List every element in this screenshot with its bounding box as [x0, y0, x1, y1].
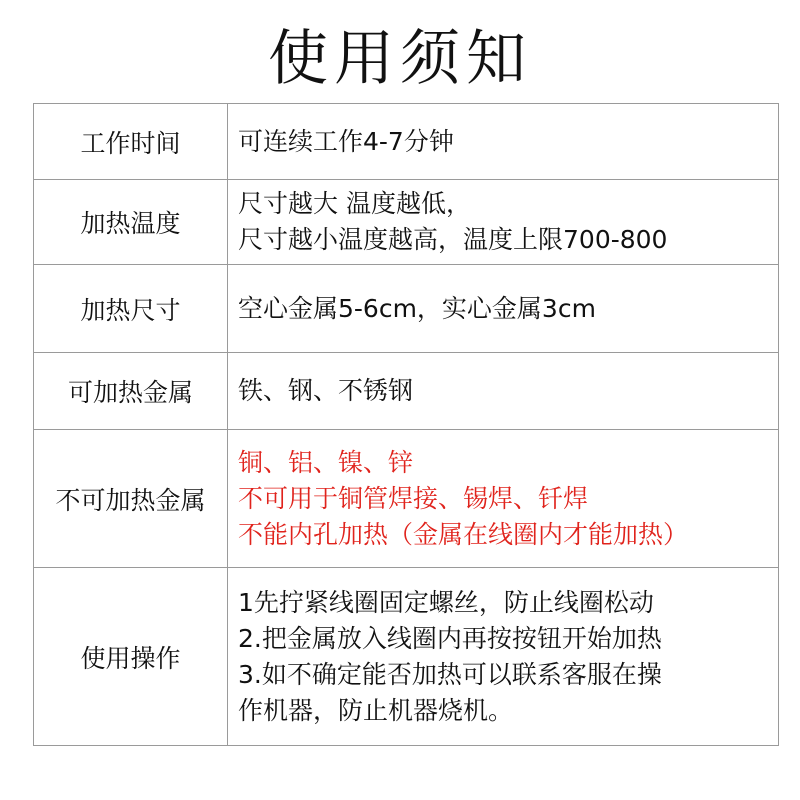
row-value — [228, 265, 779, 353]
page-title: 使用须知 — [268, 24, 532, 94]
value-line: 空心金属5-6cm，实心金属3cm — [238, 293, 596, 323]
row-label: 加热温度 — [34, 180, 228, 265]
warning-line: 铜、铝、镍、锌 — [238, 447, 414, 477]
row-value — [228, 353, 779, 430]
usage-info-table — [33, 103, 779, 746]
row-label: 使用操作 — [34, 568, 228, 746]
value-line: 铁、钢、不锈钢 — [238, 376, 414, 405]
table-row-heatable-metals — [34, 353, 779, 430]
instruction-line: 作机器，防止机器烧机。 — [238, 695, 514, 725]
row-value — [228, 104, 779, 180]
table-row-non-heatable-metals — [34, 430, 779, 568]
table-row-heating-temperature — [34, 180, 779, 265]
row-value — [228, 568, 779, 746]
row-value — [228, 180, 779, 265]
warning-line: 不可用于铜管焊接、锡焊、钎焊 — [238, 483, 589, 513]
warning-line: 不能内孔加热（金属在线圈内才能加热） — [238, 519, 689, 549]
value-line: 尺寸越大 温度越低， — [238, 189, 471, 218]
row-value-warning — [228, 430, 779, 568]
value-line: 可连续工作4-7分钟 — [238, 126, 454, 156]
instruction-line: 2.把金属放入线圈内再按按钮开始加热 — [238, 623, 662, 653]
table-row-heating-size — [34, 265, 779, 353]
row-label: 加热尺寸 — [34, 265, 228, 353]
table-row-work-time — [34, 104, 779, 180]
row-label: 不可加热金属 — [34, 430, 228, 568]
instruction-line: 1先拧紧线圈固定螺丝，防止线圈松动 — [238, 587, 654, 617]
value-line: 尺寸越小温度越高，温度上限700-800 — [238, 225, 668, 254]
table-row-operation — [34, 568, 779, 746]
row-label: 可加热金属 — [34, 353, 228, 430]
row-label: 工作时间 — [34, 104, 228, 180]
instruction-line: 3.如不确定能否加热可以联系客服在操 — [238, 659, 662, 689]
